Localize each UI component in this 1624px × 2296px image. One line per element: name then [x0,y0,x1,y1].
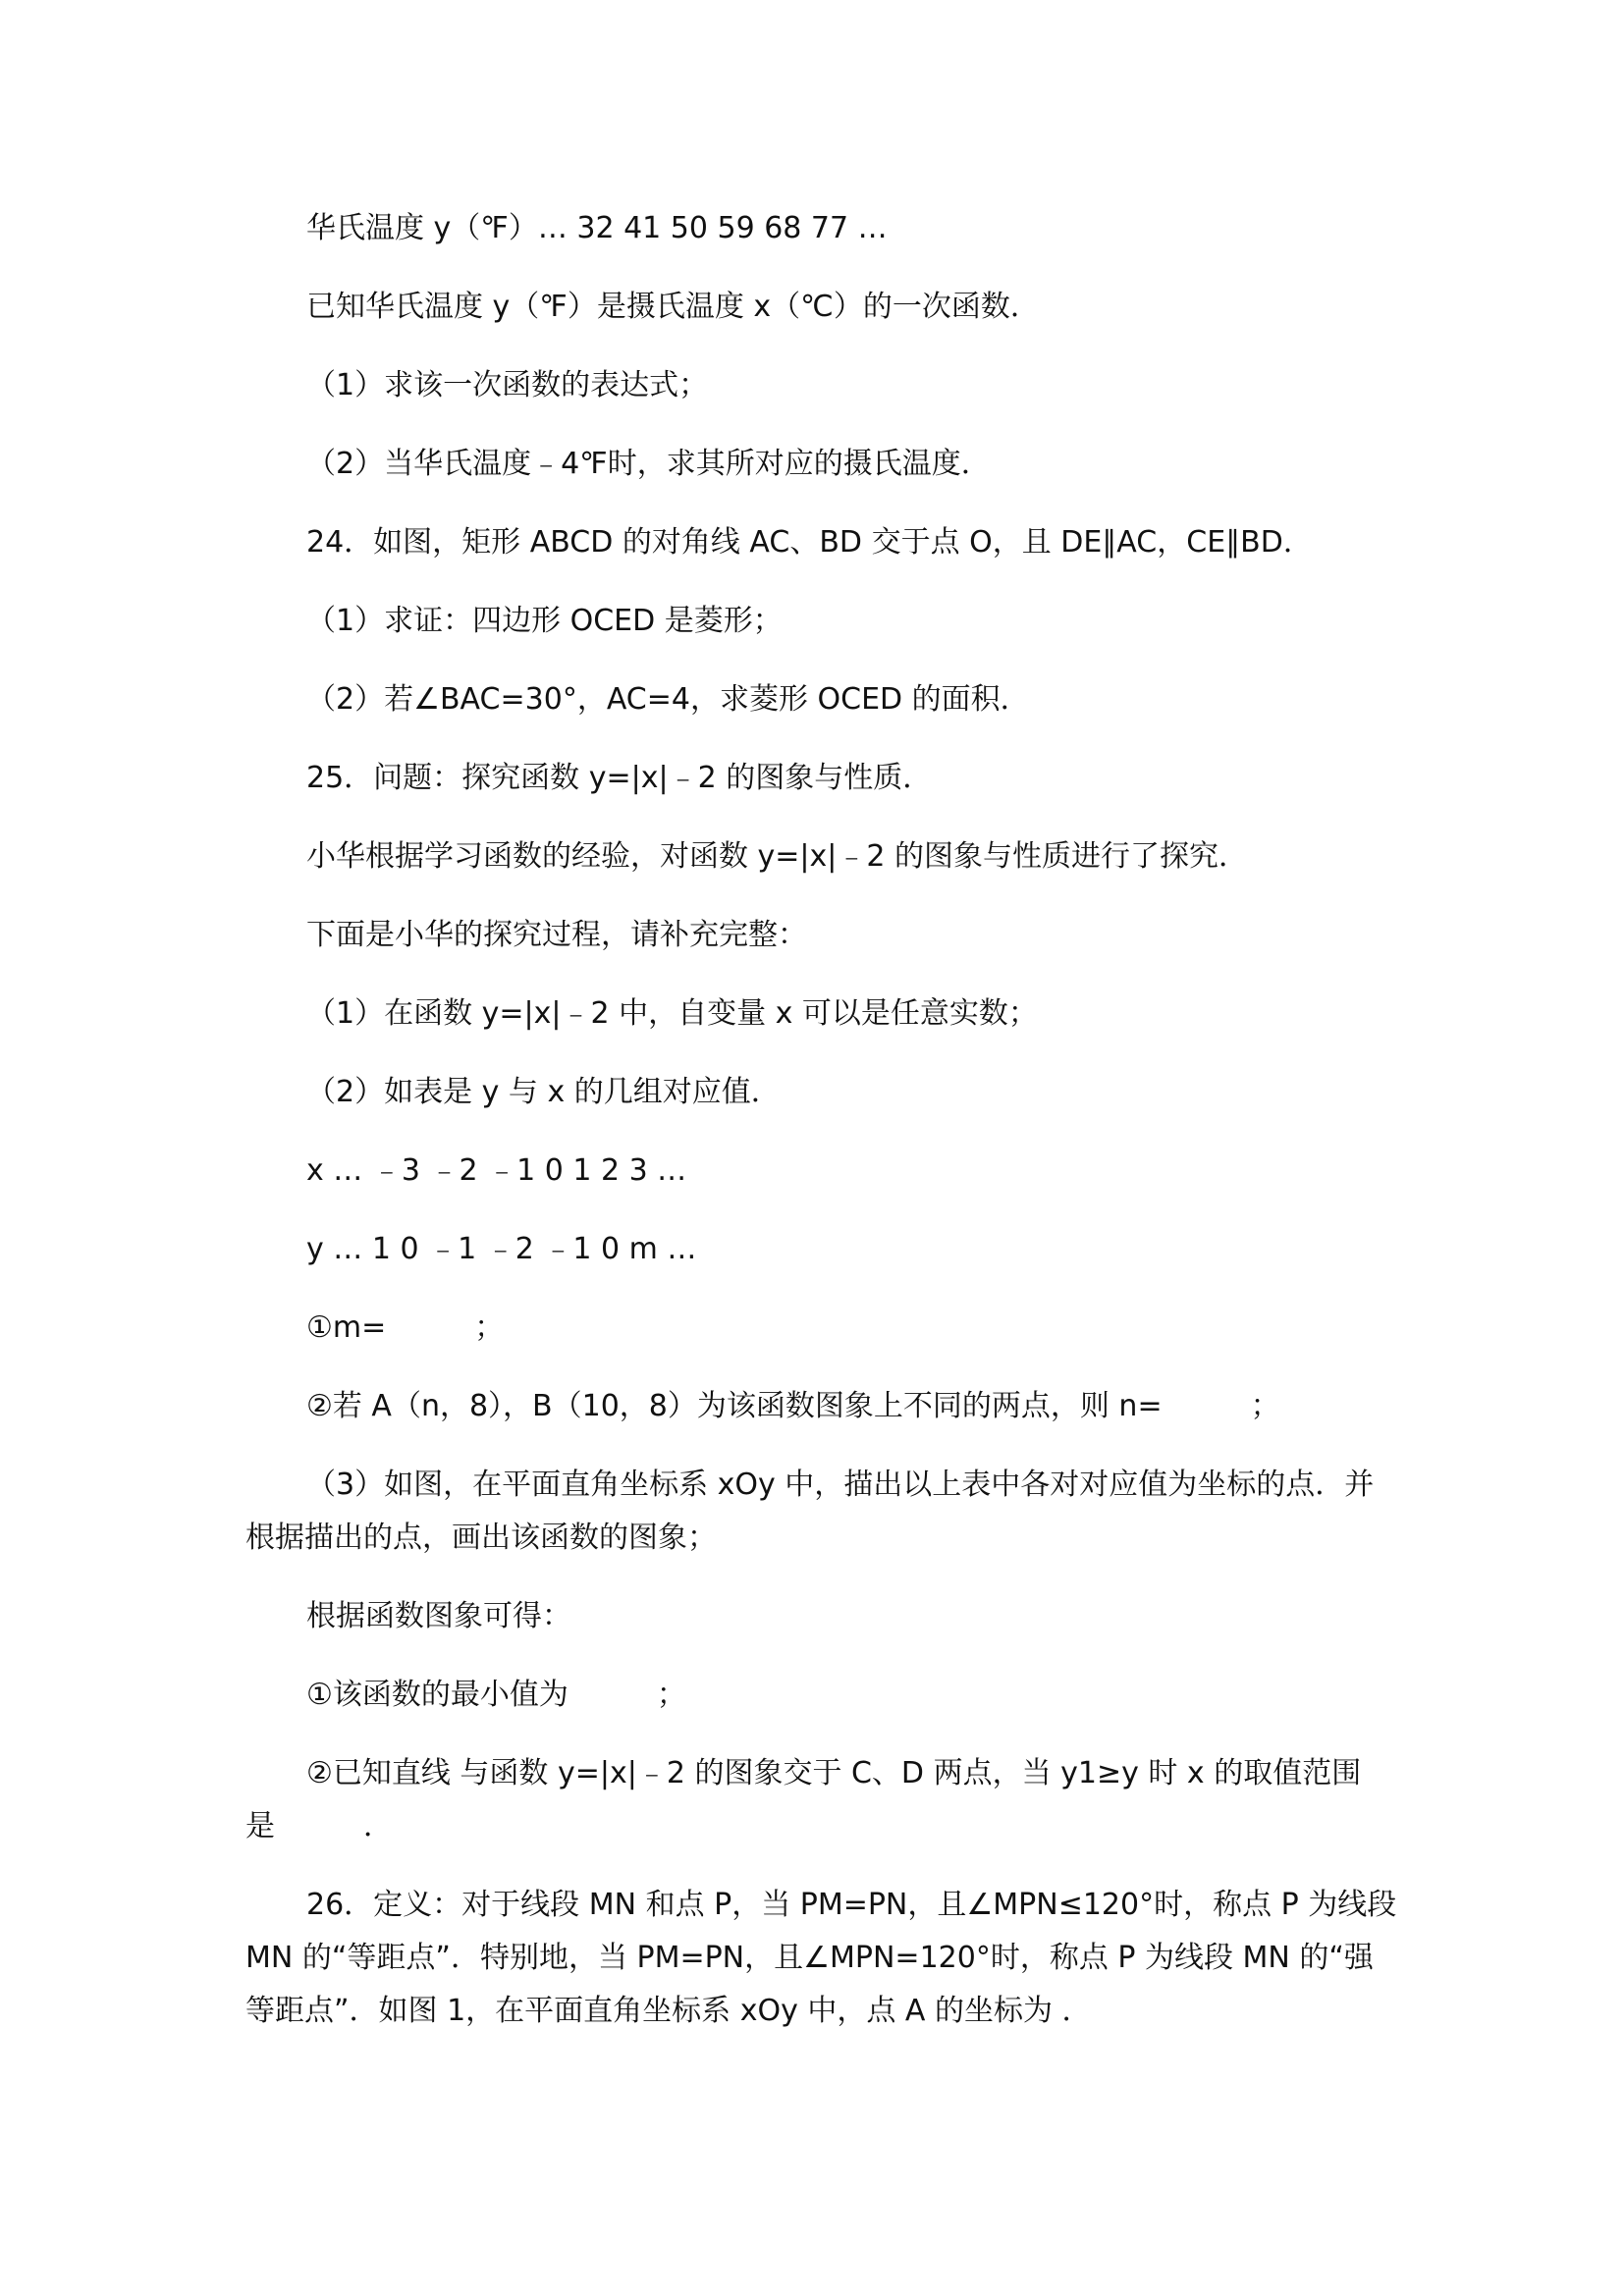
q25-blank-n: ②若 A（n，8），B（10，8）为该函数图象上不同的两点，则 n= ； [306,1389,1280,1423]
fahrenheit-row: 华氏温度 y（℉）… 32 41 50 59 68 77 … [306,211,888,245]
q26-line1: 26．定义：对于线段 MN 和点 P，当 PM=PN，且∠MPN≤120°时，称点 P 为线段 [306,1888,1397,1922]
q26-line3: 等距点”．如图 1，在平面直角坐标系 xOy 中，点 A 的坐标为 ． [245,1994,1092,2028]
q25-blank-m: ①m= ； [306,1310,505,1345]
q23-part1: （1）求该一次函数的表达式； [306,368,709,402]
q25-part3-line1: （3）如图，在平面直角坐标系 xOy 中，描出以上表中各对对应值为坐标的点．并 [306,1468,1375,1502]
q25-conclusion-intro: 根据函数图象可得： [306,1599,571,1633]
q25-min-value: ①该函数的最小值为 ； [306,1678,686,1712]
q25-intro: 小华根据学习函数的经验，对函数 y=|x|﹣2 的图象与性质进行了探究． [306,839,1249,874]
q25-part3-line2: 根据描出的点，画出该函数的图象； [245,1521,717,1555]
q25-range-line1: ②已知直线 与函数 y=|x|﹣2 的图象交于 C、D 两点，当 y1≥y 时 x 的取值范围 [306,1756,1362,1790]
q25-stem: 25．问题：探究函数 y=|x|﹣2 的图象与性质． [306,761,933,795]
q26-line2: MN 的“等距点”．特别地，当 PM=PN，且∠MPN=120°时，称点 P 为线段 MN 的“强 [245,1941,1374,1975]
q24-stem: 24．如图，矩形 ABCD 的对角线 AC、BD 交于点 O，且 DE∥AC，CE∥BD． [306,525,1313,560]
linear-function-statement: 已知华氏温度 y（℉）是摄氏温度 x（℃）的一次函数． [306,290,1040,324]
q25-part2: （2）如表是 y 与 x 的几组对应值． [306,1075,781,1109]
q25-range-line2: 是 ． [245,1809,393,1843]
table-row-x: x … ﹣3 ﹣2 ﹣1 0 1 2 3 … [306,1153,687,1188]
q25-part1: （1）在函数 y=|x|﹣2 中，自变量 x 可以是任意实数； [306,996,1038,1031]
q25-instruction: 下面是小华的探究过程，请补充完整： [306,918,807,952]
q24-part1: （1）求证：四边形 OCED 是菱形； [306,604,783,638]
q23-part2: （2）当华氏温度﹣4℉时，求其所对应的摄氏温度． [306,447,991,481]
q24-part2: （2）若∠BAC=30°，AC=4，求菱形 OCED 的面积． [306,682,1030,717]
table-row-y: y … 1 0 ﹣1 ﹣2 ﹣1 0 m … [306,1232,697,1266]
